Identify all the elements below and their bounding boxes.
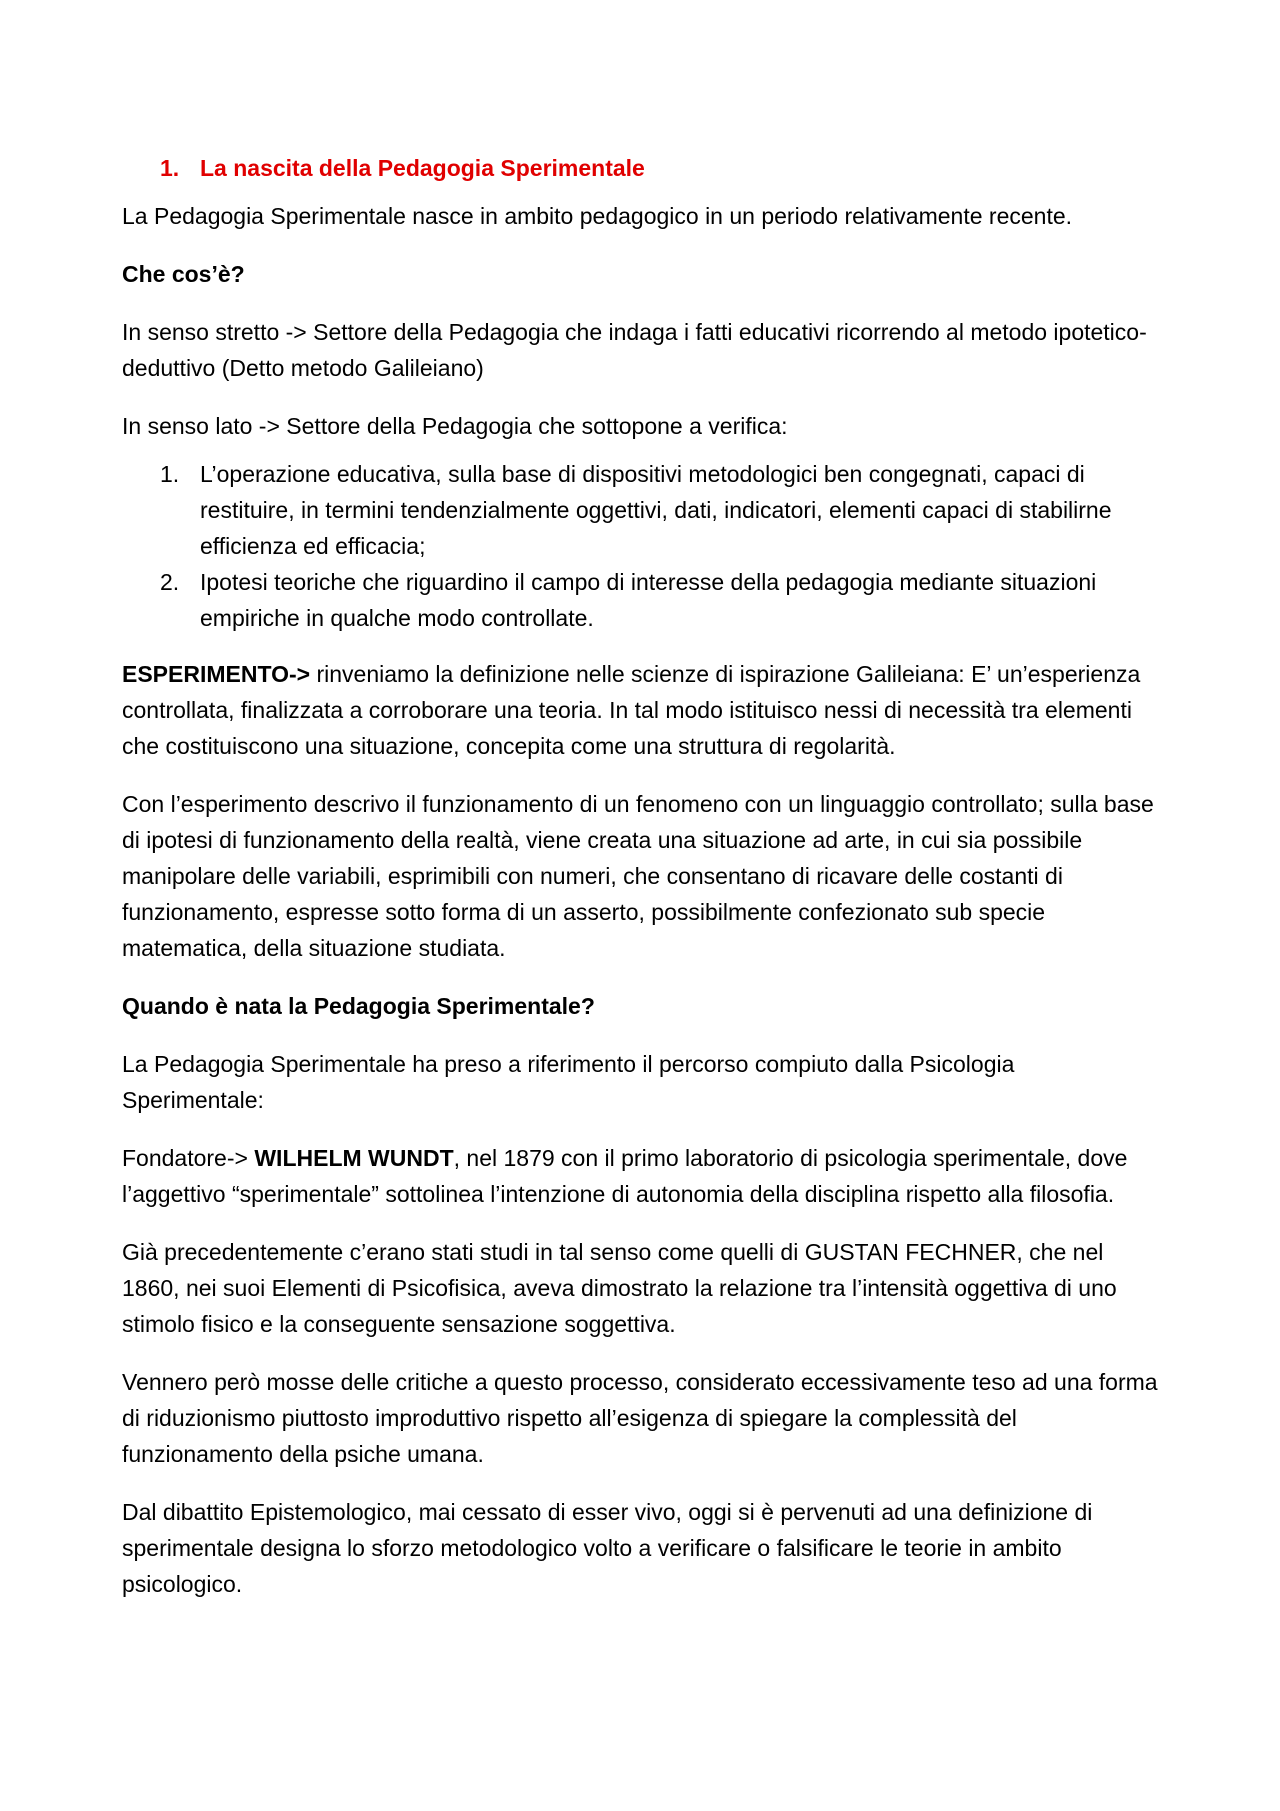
esperimento-text: rinveniamo la definizione nelle scienze di ispirazione Galileiana: E’ un’esperienza controllata, finalizzata a corroborare una teoria. In tal modo istituisco nessi di necessità tra elementi che costituiscono una situazione, concepita come una struttura di regolarità.	[122, 661, 1141, 759]
critiche-paragraph: Vennero però mosse delle critiche a questo processo, considerato eccessivamente teso ad una forma di riduzionismo piuttosto improduttivo rispetto all’esigenza di spiegare la complessità del funzionamento della psiche umana.	[122, 1369, 1158, 1467]
document-page	[122, 150, 1162, 1624]
intro-paragraph: La Pedagogia Sperimentale nasce in ambito pedagogico in un periodo relativamente recente.	[122, 203, 1073, 229]
list-item-number: 1.	[160, 461, 180, 487]
fondatore-name: WILHELM WUNDT	[254, 1145, 454, 1171]
list-item-number: 2.	[160, 569, 180, 595]
section-heading	[160, 150, 1162, 186]
list-item	[160, 456, 1162, 564]
fondatore-prefix: Fondatore->	[122, 1145, 255, 1171]
fondatore-text: , nel 1879 con il primo laboratorio di psicologia sperimentale, dove l’aggettivo “sperimentale” sottolinea l’intenzione di autonomia della disciplina rispetto alla filosofia.	[122, 1145, 1128, 1207]
con-esperimento-paragraph: Con l’esperimento descrivo il funzionamento di un fenomeno con un linguaggio controllato; sulla base di ipotesi di funzionamento della realtà, viene creata una situazione ad arte, in cui sia possibile manipolare delle variabili, esprimibili con numeri, che consentano di ricavare delle costanti di funzionamento, espresse sotto forma di un asserto, possibilmente confezionato sub specie matematica, della situazione studiata.	[122, 791, 1154, 961]
fondatore-paragraph	[122, 1140, 1162, 1212]
verifica-list	[122, 456, 1162, 636]
question-che-cose: Che cos’è?	[122, 261, 245, 287]
esperimento-paragraph	[122, 656, 1162, 764]
riferimento-paragraph: La Pedagogia Sperimentale ha preso a riferimento il percorso compiuto dalla Psicologia Sperimentale:	[122, 1051, 1015, 1113]
senso-lato-paragraph: In senso lato -> Settore della Pedagogia che sottopone a verifica:	[122, 413, 788, 439]
list-item	[160, 564, 1162, 636]
senso-stretto-paragraph: In senso stretto -> Settore della Pedagogia che indaga i fatti educativi ricorrendo al metodo ipotetico-deduttivo (Detto metodo Galileiano)	[122, 319, 1147, 381]
question-quando: Quando è nata la Pedagogia Sperimentale?	[122, 993, 595, 1019]
esperimento-label: ESPERIMENTO->	[122, 661, 311, 687]
list-item-text: Ipotesi teoriche che riguardino il campo di interesse della pedagogia mediante situazioni empiriche in qualche modo controllate.	[200, 569, 1097, 631]
heading-number: 1.	[160, 155, 180, 181]
list-item-text: L’operazione educativa, sulla base di dispositivi metodologici ben congegnati, capaci di restituire, in termini tendenzialmente oggettivi, dati, indicatori, elementi capaci di stabilirne efficienza ed efficacia;	[200, 461, 1112, 559]
heading-title: La nascita della Pedagogia Sperimentale	[200, 155, 645, 181]
fechner-paragraph: Già precedentemente c’erano stati studi in tal senso come quelli di GUSTAN FECHNER, che nel 1860, nei suoi Elementi di Psicofisica, aveva dimostrato la relazione tra l’intensità oggettiva di uno stimolo fisico e la conseguente sensazione soggettiva.	[122, 1239, 1117, 1337]
dibattito-paragraph: Dal dibattito Epistemologico, mai cessato di esser vivo, oggi si è pervenuti ad una definizione di sperimentale designa lo sforzo metodologico volto a verificare o falsificare le teorie in ambito psicologico.	[122, 1499, 1093, 1597]
